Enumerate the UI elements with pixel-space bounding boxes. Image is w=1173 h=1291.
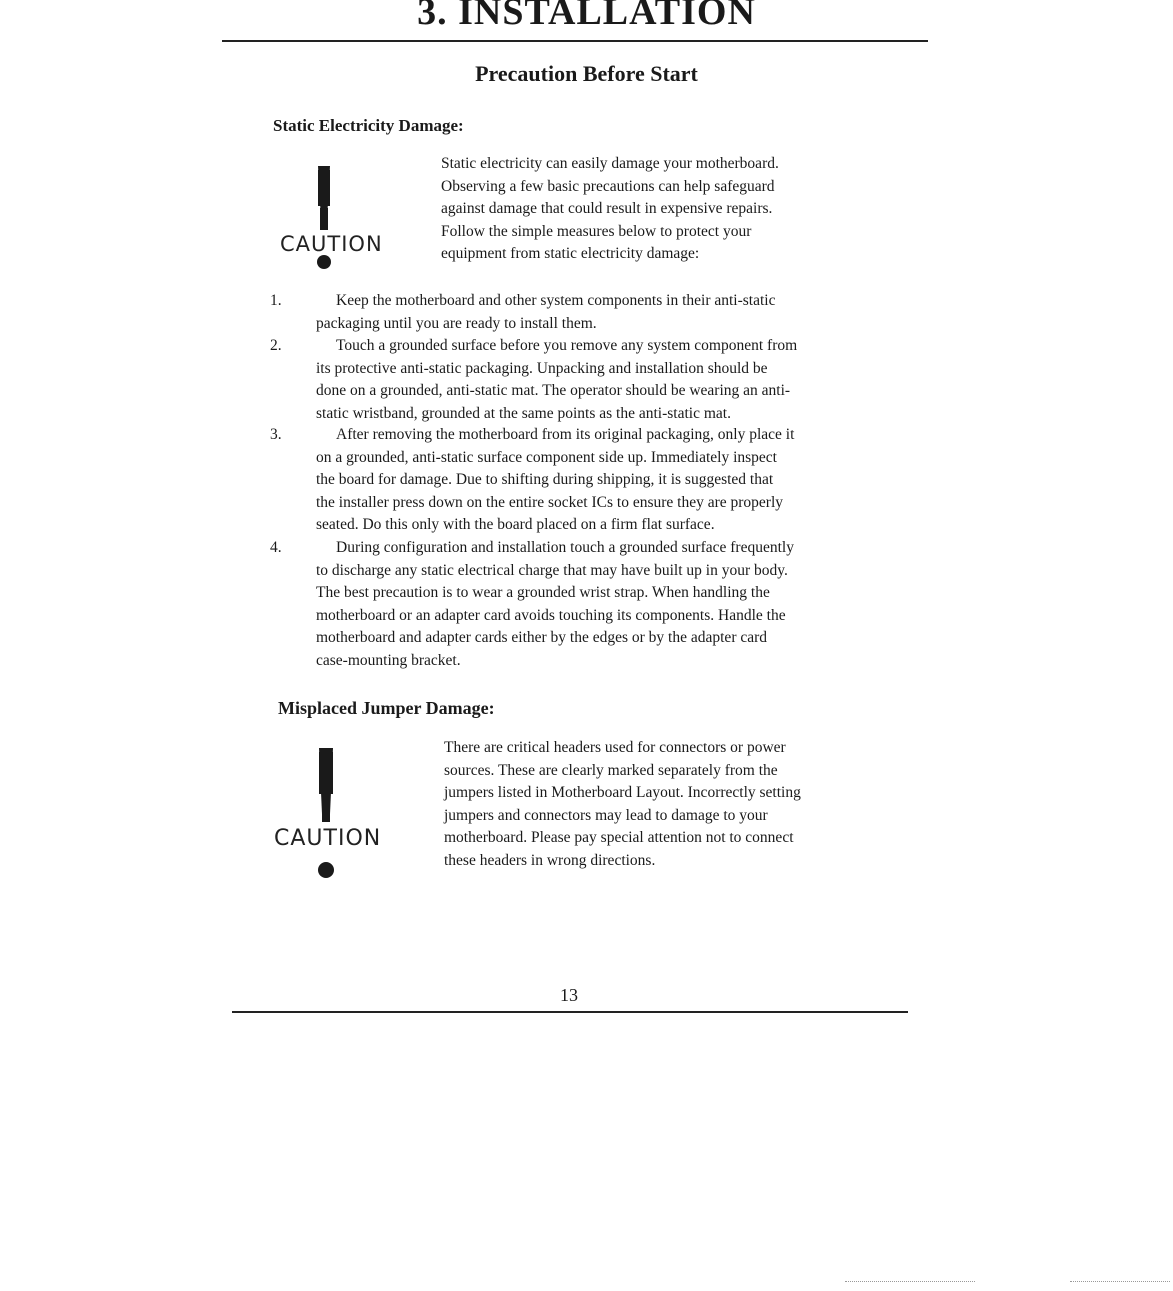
intro-line: Observing a few basic precautions can help safeguard (441, 177, 775, 195)
jumper-line: these headers in wrong directions. (444, 851, 656, 869)
list-number: 3. (270, 426, 282, 443)
list-line: case-mounting bracket. (316, 651, 461, 669)
list-line: seated. Do this only with the board placed on a firm flat surface. (316, 516, 715, 533)
static-intro (441, 153, 779, 266)
jumper-line: motherboard. Please pay special attention not to connect (444, 829, 794, 846)
intro-line: Follow the simple measures below to protect your (441, 222, 752, 240)
list-text (316, 290, 775, 335)
scan-artifact (1070, 1281, 1170, 1282)
header-rule (222, 40, 928, 42)
caution-graphic-static (276, 158, 386, 276)
list-text (316, 335, 797, 425)
exclamation-caution-icon (272, 742, 388, 882)
jumper-text (444, 737, 801, 872)
list-line: motherboard or an adapter card avoids touching its components. Handle the (316, 606, 786, 624)
page-number: 13 (560, 985, 578, 1005)
intro-line: Static electricity can easily damage your motherboard. (441, 155, 779, 172)
intro-line: against damage that could result in expensive repairs. (441, 200, 773, 217)
list-line: on a grounded, anti-static surface component side up. Immediately inspect (316, 448, 777, 466)
list-line: During configuration and installation touch a grounded surface frequently (336, 539, 794, 556)
list-line: the installer press down on the entire socket ICs to ensure they are properly (316, 493, 784, 511)
list-number: 2. (270, 337, 282, 354)
chapter-title: 3. INSTALLATION (417, 0, 756, 33)
caution-label: CAUTION (274, 826, 382, 851)
list-line: to discharge any static electrical charge that may have built up in your body. (316, 561, 788, 579)
list-line: Touch a grounded surface before you remove any system component from (336, 337, 798, 354)
list-line: done on a grounded, anti-static mat. The operator should be wearing an anti- (316, 382, 791, 399)
list-number: 4. (270, 539, 282, 556)
list-line: After removing the motherboard from its original packaging, only place it (336, 426, 795, 443)
list-number: 1. (270, 292, 282, 309)
scan-artifact (845, 1281, 975, 1282)
list-text (316, 424, 794, 537)
list-line: Keep the motherboard and other system components in their anti-static (336, 292, 776, 309)
static-heading: Static Electricity Damage: (273, 116, 464, 135)
jumper-line: sources. These are clearly marked separately from the (444, 761, 778, 779)
caution-graphic-jumper (272, 742, 388, 882)
jumper-line: jumpers and connectors may lead to damage to your (444, 806, 768, 824)
list-line: the board for damage. Due to shifting during shipping, it is suggested that (316, 471, 774, 488)
intro-line: equipment from static electricity damage: (441, 245, 700, 262)
jumper-line: jumpers listed in Motherboard Layout. Incorrectly setting (444, 784, 801, 801)
footer-rule (232, 1011, 908, 1013)
list-line: packaging until you are ready to install them. (316, 314, 597, 332)
list-line: motherboard and adapter cards either by the edges or by the adapter card (316, 629, 768, 646)
jumper-heading: Misplaced Jumper Damage: (278, 698, 495, 718)
section-title: Precaution Before Start (475, 61, 698, 86)
caution-label: CAUTION (280, 232, 383, 256)
list-text (316, 537, 794, 672)
exclamation-caution-icon (276, 158, 386, 276)
list-line: its protective anti-static packaging. Unpacking and installation should be (316, 359, 768, 377)
list-line: The best precaution is to wear a grounded wrist strap. When handling the (316, 584, 770, 601)
jumper-line: There are critical headers used for connectors or power (444, 739, 786, 756)
list-line: static wristband, grounded at the same points as the anti-static mat. (316, 404, 731, 422)
